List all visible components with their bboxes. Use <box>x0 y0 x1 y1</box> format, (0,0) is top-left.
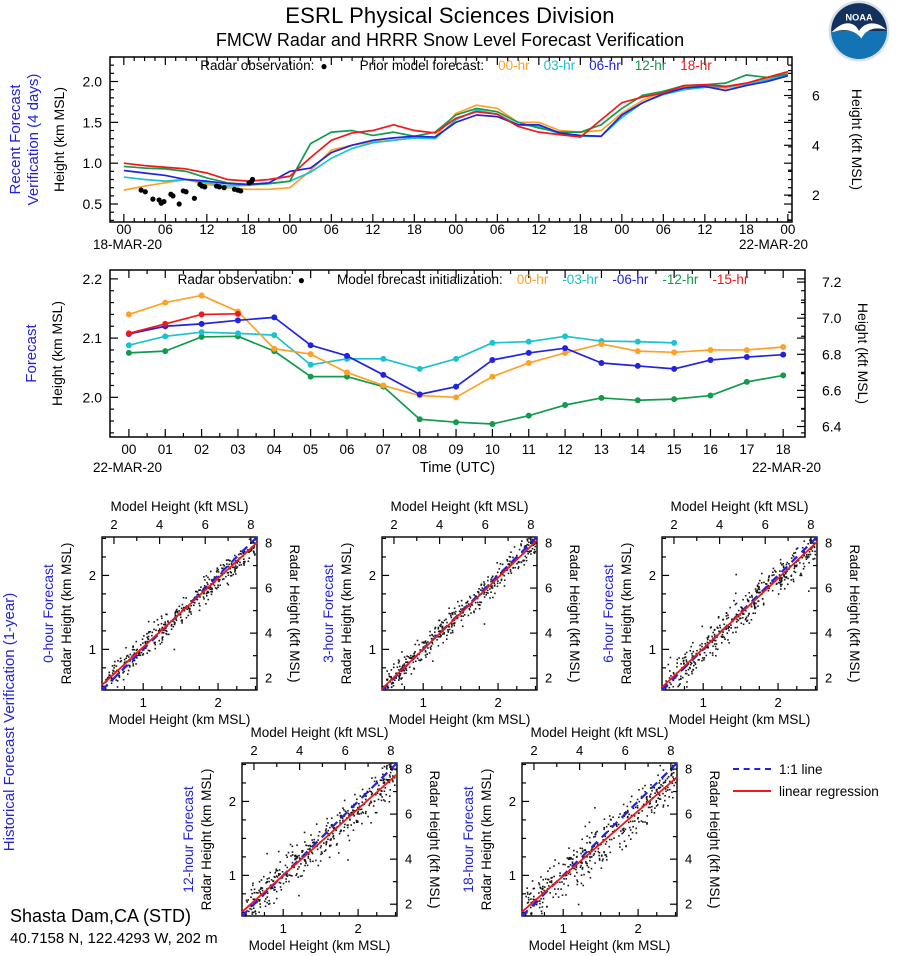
y-tick-label: 0.5 <box>82 196 102 213</box>
kft-tick-label: 2 <box>110 517 118 532</box>
series-point <box>598 341 604 347</box>
series-point <box>453 356 459 362</box>
series-point <box>380 382 386 388</box>
left-axis-title: Radar Height (km MSL) <box>339 542 354 685</box>
series-point <box>489 340 495 346</box>
series-point <box>562 345 568 351</box>
kft-tick-label: 2 <box>812 187 820 204</box>
km-tick-label: 1 <box>699 695 707 710</box>
section-label: Verification (4 days) <box>25 73 42 206</box>
kft-tick-label: 4 <box>155 517 164 532</box>
y-axis-title: Height (km MSL) <box>51 86 67 193</box>
km-tick-label: 2 <box>354 921 362 936</box>
kft-tick-label: 4 <box>405 851 413 867</box>
x-tick-label: 00 <box>780 222 796 237</box>
radar-observation-dot <box>217 184 222 189</box>
regression-line <box>522 777 677 912</box>
x-tick-label: 06 <box>339 442 355 457</box>
km-tick-label: 1 <box>368 641 376 657</box>
series-point <box>199 292 205 298</box>
kft-tick-label: 6.6 <box>822 382 842 399</box>
regression-label: linear regression <box>779 783 879 799</box>
right-axis-title: Radar Height (kft MSL) <box>427 770 442 909</box>
scatter-title: 18-hour Forecast <box>460 786 476 893</box>
km-tick-label: 1 <box>139 695 147 710</box>
kft-tick-label: 7.0 <box>822 310 842 327</box>
chart-recent_verification <box>7 57 865 252</box>
legend-item-06-hr: 06-hr <box>589 58 621 73</box>
km-tick-label: 2 <box>368 567 376 583</box>
x-tick-label: 18 <box>572 222 588 237</box>
radar-observation-dot <box>250 177 255 182</box>
x-tick-label: 12 <box>697 222 713 237</box>
legend-item-00-hr: 00-hr <box>516 272 549 287</box>
y-axis-title-right: Height (kft MSL) <box>849 88 865 191</box>
x-tick-label: 00 <box>116 222 132 237</box>
station-name: Shasta Dam,CA (STD) <box>10 906 192 926</box>
series-point <box>199 329 205 335</box>
series-point <box>489 357 495 363</box>
series--12-hr <box>129 336 783 424</box>
kft-tick-label: 6 <box>761 517 769 532</box>
km-tick-label: 2 <box>634 921 642 936</box>
radar-observation-dot <box>192 196 197 201</box>
series-point <box>780 344 786 350</box>
y-axis-title-right: Height (kft MSL) <box>855 302 871 405</box>
series-00-hr <box>124 73 788 190</box>
radar-observation-dot <box>177 201 182 206</box>
x-tick-label: 10 <box>484 442 500 457</box>
series-point <box>453 419 459 425</box>
series-point <box>344 353 350 359</box>
series-point <box>308 374 314 380</box>
legend-item-00-hr: 00-hr <box>498 58 530 73</box>
right-axis-title: Radar Height (kft MSL) <box>567 544 582 683</box>
x-tick-label: 08 <box>412 442 428 457</box>
x-tick-label: 06 <box>655 222 671 237</box>
series-point <box>162 300 168 306</box>
legend-item-06-hr: -06-hr <box>612 272 649 287</box>
kft-tick-label: 4 <box>435 517 444 532</box>
km-tick-label: 1 <box>508 867 516 883</box>
legend-series-label: Prior model forecast: <box>359 58 485 73</box>
plot-frame <box>110 270 805 437</box>
series-point <box>635 339 641 345</box>
series-point <box>489 374 495 380</box>
series-point <box>162 321 168 327</box>
x-tick-label: 12 <box>365 222 381 237</box>
series-point <box>380 372 386 378</box>
scatter-legend <box>733 758 879 802</box>
km-tick-label: 1 <box>559 921 567 936</box>
kft-tick-label: 6 <box>481 517 489 532</box>
series-point <box>162 333 168 339</box>
km-tick-label: 2 <box>214 695 222 710</box>
one-to-one-line-sample <box>733 768 771 770</box>
kft-tick-label: 4 <box>545 625 553 641</box>
kft-tick-label: 2 <box>685 896 693 912</box>
y-axis-title: Height (km MSL) <box>49 300 65 407</box>
kft-tick-label: 8 <box>807 517 815 532</box>
kft-tick-label: 2 <box>530 743 538 758</box>
series-point <box>126 350 132 356</box>
x-tick-label: 05 <box>303 442 319 457</box>
date-label-right: 22-MAR-20 <box>751 460 821 475</box>
x-tick-label: 06 <box>489 222 505 237</box>
kft-tick-label: 8 <box>405 761 413 777</box>
series-point <box>271 332 277 338</box>
series-point <box>598 360 604 366</box>
series-point <box>526 413 532 419</box>
radar-observation-dot <box>143 189 148 194</box>
x-tick-label: 11 <box>521 442 536 457</box>
legend-item-12-hr: -12-hr <box>662 272 699 287</box>
regression-line-sample <box>733 790 771 792</box>
series-point <box>526 350 532 356</box>
x-axis-title: Time (UTC) <box>419 460 496 476</box>
bottom-axis-title: Model Height (km MSL) <box>108 712 251 727</box>
x-tick-label: 06 <box>323 222 339 237</box>
legend-item-15-hr: -15-hr <box>712 272 749 287</box>
x-tick-label: 13 <box>593 442 609 457</box>
legend-item-18-hr: 18-hr <box>680 58 712 73</box>
radar-observation-dot <box>170 193 175 198</box>
x-tick-label: 12 <box>557 442 573 457</box>
top-axis-title: Model Height (kft MSL) <box>110 499 249 514</box>
section-label: Forecast <box>23 324 40 383</box>
top-axis-title: Model Height (kft MSL) <box>250 725 389 740</box>
station-info <box>10 906 218 947</box>
left-axis-title: Radar Height (km MSL) <box>199 768 214 911</box>
y-tick-label: 2.0 <box>82 73 102 90</box>
radar-observation-dot <box>222 185 227 190</box>
km-tick-label: 2 <box>648 567 656 583</box>
right-axis-title: Radar Height (kft MSL) <box>847 544 862 683</box>
series-point <box>380 356 386 362</box>
legend-series-label: Model forecast initialization: <box>336 272 503 287</box>
legend-regression <box>733 780 879 802</box>
kft-tick-label: 6 <box>545 580 553 596</box>
x-tick-label: 03 <box>230 442 246 457</box>
series-point <box>707 347 713 353</box>
series-point <box>671 366 677 372</box>
series-point <box>162 348 168 354</box>
series-point <box>635 397 641 403</box>
series-point <box>126 330 132 336</box>
series-point <box>417 416 423 422</box>
x-tick-label: 17 <box>739 442 755 457</box>
y-tick-label: 2.0 <box>82 389 102 406</box>
series-point <box>199 311 205 317</box>
km-tick-label: 1 <box>228 867 236 883</box>
one-to-one-line <box>242 763 397 916</box>
bottom-axis-title: Model Height (km MSL) <box>668 712 811 727</box>
kft-tick-label: 2 <box>825 670 833 686</box>
series-point <box>744 379 750 385</box>
series-00-hr <box>129 295 783 397</box>
kft-tick-label: 8 <box>265 535 273 551</box>
kft-tick-label: 4 <box>812 137 820 154</box>
series-point <box>635 363 641 369</box>
x-tick-label: 07 <box>375 442 391 457</box>
regression-line <box>102 543 257 685</box>
series-point <box>199 321 205 327</box>
series-point <box>126 311 132 317</box>
kft-tick-label: 8 <box>527 517 535 532</box>
right-axis-title: Radar Height (kft MSL) <box>287 544 302 683</box>
scatter-title: 3-hour Forecast <box>320 564 336 663</box>
x-tick-label: 06 <box>157 222 173 237</box>
series-point <box>707 357 713 363</box>
radar-observation-dot <box>150 197 155 202</box>
kft-tick-label: 6 <box>621 743 629 758</box>
x-tick-label: 16 <box>702 442 719 457</box>
left-axis-title: Radar Height (km MSL) <box>619 542 634 685</box>
legend-obs-label: Radar observation: <box>177 272 292 287</box>
kft-tick-label: 2 <box>390 517 398 532</box>
x-tick-label: 01 <box>157 442 173 457</box>
kft-tick-label: 4 <box>685 851 693 867</box>
one-to-one-label: 1:1 line <box>779 761 823 777</box>
x-tick-label: 00 <box>448 222 464 237</box>
kft-tick-label: 4 <box>825 625 833 641</box>
series-point <box>671 396 677 402</box>
series-point <box>235 330 241 336</box>
legend-obs-marker: ● <box>297 273 305 287</box>
y-tick-label: 2.1 <box>82 330 102 347</box>
legend-item-03-hr: -03-hr <box>562 272 599 287</box>
series-point <box>780 372 786 378</box>
series-point <box>671 340 677 346</box>
scatter-title: 6-hour Forecast <box>600 564 616 663</box>
kft-tick-label: 8 <box>387 743 395 758</box>
regression-line <box>382 540 537 688</box>
series-point <box>598 395 604 401</box>
top-axis-title: Model Height (kft MSL) <box>390 499 529 514</box>
regression-line <box>662 542 817 687</box>
series-point <box>271 314 277 320</box>
chart1-legend <box>120 58 792 73</box>
km-tick-label: 2 <box>494 695 502 710</box>
series-point <box>308 362 314 368</box>
legend-obs-label: Radar observation: <box>200 58 315 73</box>
chart-forecast <box>23 270 871 476</box>
x-tick-label: 18 <box>738 222 754 237</box>
kft-tick-label: 2 <box>670 517 678 532</box>
x-tick-label: 09 <box>448 442 464 457</box>
series-point <box>344 369 350 375</box>
x-tick-label: 00 <box>614 222 630 237</box>
series-point <box>453 384 459 390</box>
radar-observation-dot <box>161 199 166 204</box>
series-point <box>235 311 241 317</box>
series-point <box>308 342 314 348</box>
kft-tick-label: 6 <box>812 87 820 104</box>
series-point <box>744 354 750 360</box>
kft-tick-label: 8 <box>825 535 833 551</box>
series-point <box>235 317 241 323</box>
x-tick-label: 02 <box>194 442 210 457</box>
series-point <box>271 346 277 352</box>
date-label-right: 22-MAR-20 <box>738 237 808 252</box>
series-point <box>453 394 459 400</box>
series-point <box>526 339 532 345</box>
kft-tick-label: 6 <box>265 580 273 596</box>
series-12-hr <box>124 74 788 184</box>
x-tick-label: 12 <box>199 222 215 237</box>
date-label-left: 18-MAR-20 <box>93 237 163 252</box>
series-point <box>308 351 314 357</box>
station-coords: 40.7158 N, 122.4293 W, 202 m <box>10 930 218 947</box>
series-point <box>780 352 786 358</box>
kft-tick-label: 4 <box>295 743 304 758</box>
km-tick-label: 1 <box>279 921 287 936</box>
x-tick-label: 00 <box>282 222 298 237</box>
kft-tick-label: 7.2 <box>822 274 842 291</box>
y-tick-label: 2.2 <box>82 270 102 287</box>
x-tick-label: 00 <box>121 442 137 457</box>
section-label: Recent Forecast <box>7 84 24 195</box>
kft-tick-label: 2 <box>250 743 258 758</box>
scatter-0-hour-forecast <box>0 0 302 727</box>
series-point <box>562 402 568 408</box>
km-tick-label: 2 <box>88 567 96 583</box>
chart2-legend <box>120 272 806 287</box>
bottom-axis-title: Model Height (km MSL) <box>528 938 671 953</box>
kft-tick-label: 6 <box>201 517 209 532</box>
top-axis-title: Model Height (kft MSL) <box>670 499 809 514</box>
x-tick-label: 18 <box>775 442 791 457</box>
kft-tick-label: 2 <box>405 896 413 912</box>
series-point <box>635 348 641 354</box>
x-tick-label: 18 <box>406 222 422 237</box>
series-point <box>671 349 677 355</box>
series-point <box>744 347 750 353</box>
y-tick-label: 1.0 <box>82 155 102 172</box>
km-tick-label: 1 <box>648 641 656 657</box>
kft-tick-label: 6.8 <box>822 346 842 363</box>
series-06-hr <box>124 76 788 185</box>
kft-tick-label: 6 <box>405 806 413 822</box>
page-subtitle: FMCW Radar and HRRR Snow Level Forecast Verification <box>215 30 685 50</box>
y-tick-label: 1.5 <box>82 114 102 131</box>
series-point <box>126 342 132 348</box>
kft-tick-label: 8 <box>667 743 675 758</box>
km-tick-label: 1 <box>419 695 427 710</box>
x-tick-label: 15 <box>666 442 682 457</box>
page-title: ESRL Physical Sciences Division <box>285 3 615 28</box>
scatter-title: 12-hour Forecast <box>180 786 196 893</box>
left-axis-title: Radar Height (km MSL) <box>59 542 74 685</box>
km-tick-label: 2 <box>228 793 236 809</box>
x-tick-label: 04 <box>266 442 282 457</box>
kft-tick-label: 6 <box>685 806 693 822</box>
series-point <box>417 366 423 372</box>
x-tick-label: 12 <box>531 222 547 237</box>
kft-tick-label: 6 <box>341 743 349 758</box>
kft-tick-label: 6 <box>825 580 833 596</box>
series-point <box>489 421 495 427</box>
kft-tick-label: 2 <box>545 670 553 686</box>
legend-item-03-hr: 03-hr <box>543 58 576 73</box>
series-03-hr <box>124 75 788 186</box>
km-tick-label: 1 <box>88 641 96 657</box>
legend-item-12-hr: 12-hr <box>634 58 667 73</box>
kft-tick-label: 4 <box>575 743 584 758</box>
legend-one-to-one <box>733 758 879 780</box>
series-point <box>562 333 568 339</box>
scatter-title: 0-hour Forecast <box>40 564 56 663</box>
kft-tick-label: 6.4 <box>822 418 842 435</box>
radar-observation-dot <box>238 188 243 193</box>
kft-tick-label: 8 <box>685 761 693 777</box>
top-axis-title: Model Height (kft MSL) <box>530 725 669 740</box>
bottom-axis-title: Model Height (km MSL) <box>388 712 531 727</box>
legend-obs-marker: ● <box>320 59 328 73</box>
series-point <box>526 360 532 366</box>
radar-observation-dot <box>183 189 188 194</box>
one-to-one-line <box>522 763 677 916</box>
regression-line <box>242 774 397 912</box>
series--03-hr <box>129 332 674 369</box>
km-tick-label: 2 <box>508 793 516 809</box>
kft-tick-label: 2 <box>265 670 273 686</box>
kft-tick-label: 8 <box>545 535 553 551</box>
bottom-axis-title: Model Height (km MSL) <box>248 938 391 953</box>
kft-tick-label: 4 <box>265 625 273 641</box>
left-axis-title: Radar Height (km MSL) <box>479 768 494 911</box>
x-tick-label: 18 <box>240 222 256 237</box>
kft-tick-label: 8 <box>247 517 255 532</box>
date-label-left: 22-MAR-20 <box>93 460 163 475</box>
km-tick-label: 2 <box>774 695 782 710</box>
series-point <box>707 393 713 399</box>
noaa-logo-text: NOAA <box>845 12 873 23</box>
series-point <box>417 391 423 397</box>
hist-section-label: Historical Forecast Verification (1-year) <box>1 592 18 852</box>
right-axis-title: Radar Height (kft MSL) <box>707 770 722 909</box>
kft-tick-label: 4 <box>715 517 724 532</box>
x-tick-label: 14 <box>630 442 646 457</box>
radar-observation-dot <box>202 184 207 189</box>
plot-frame <box>110 57 792 222</box>
